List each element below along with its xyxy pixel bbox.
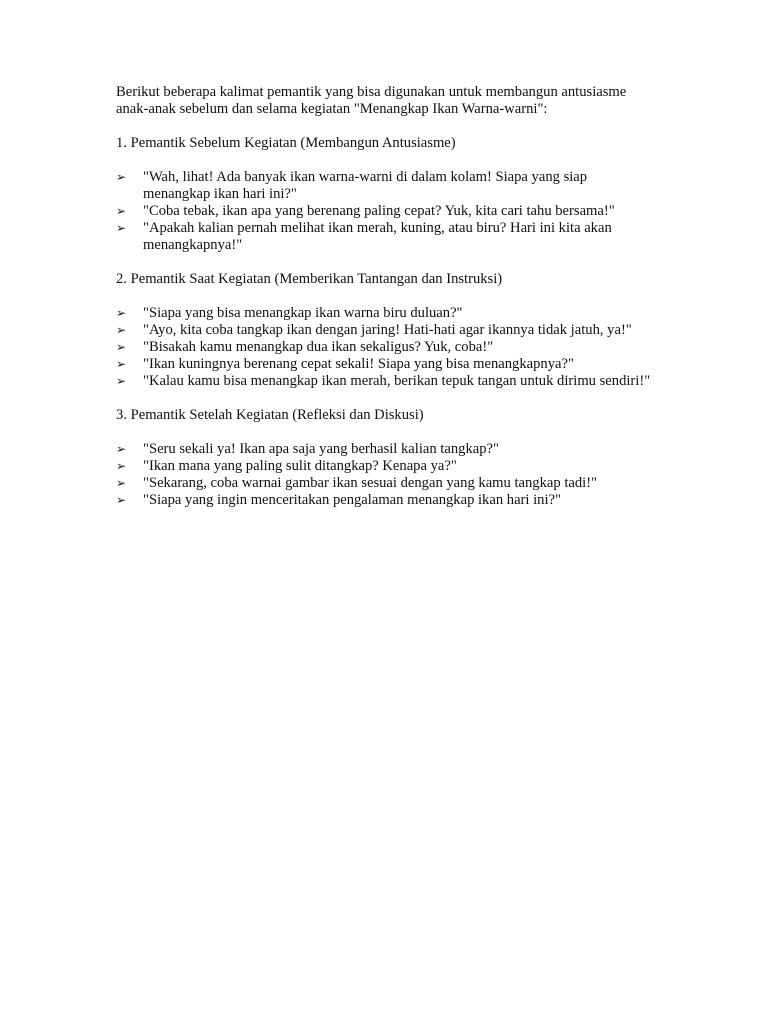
arrow-bullet-icon: ➢ [116,374,127,388]
list-item [116,203,656,220]
list-item [116,475,656,492]
arrow-bullet-icon: ➢ [116,476,127,490]
arrow-bullet-icon: ➢ [116,306,127,320]
list-item [116,305,656,322]
list-item-text: "Wah, lihat! Ada banyak ikan warna-warni di dalam kolam! Siapa yang siap menangkap ikan hari ini?" [143,169,588,202]
bullet-list [116,305,656,390]
arrow-bullet-icon: ➢ [116,170,127,184]
section-title: 3. Pemantik Setelah Kegiatan (Refleksi dan Diskusi) [116,407,424,423]
list-item-text: "Seru sekali ya! Ikan apa saja yang berhasil kalian tangkap?" [143,441,499,457]
list-item [116,373,656,390]
bullet-list [116,441,656,509]
section-title: 1. Pemantik Sebelum Kegiatan (Membangun Antusiasme) [116,135,456,151]
arrow-bullet-icon: ➢ [116,323,127,337]
list-item [116,169,656,203]
bullet-list [116,169,656,254]
arrow-bullet-icon: ➢ [116,204,127,218]
intro-paragraph: Berikut beberapa kalimat pemantik yang bisa digunakan untuk membangun antusiasme anak-anak sebelum dan selama kegiatan "Menangkap Ikan Warna-warni": [116,84,627,117]
list-item-text: "Ikan mana yang paling sulit ditangkap? Kenapa ya?" [143,458,457,474]
list-item-text: "Apakah kalian pernah melihat ikan merah, kuning, atau biru? Hari ini kita akan menangkapnya!" [143,220,612,253]
list-item-text: "Sekarang, coba warnai gambar ikan sesuai dengan yang kamu tangkap tadi!" [143,475,598,491]
arrow-bullet-icon: ➢ [116,493,127,507]
arrow-bullet-icon: ➢ [116,459,127,473]
list-item [116,220,656,254]
list-item-text: "Ikan kuningnya berenang cepat sekali! Siapa yang bisa menangkapnya?" [143,356,574,372]
list-item [116,322,656,339]
section-title: 2. Pemantik Saat Kegiatan (Memberikan Tantangan dan Instruksi) [116,271,503,287]
list-item-text: "Siapa yang bisa menangkap ikan warna biru duluan?" [143,305,463,321]
list-item-text: "Kalau kamu bisa menangkap ikan merah, berikan tepuk tangan untuk dirimu sendiri!" [143,373,651,389]
arrow-bullet-icon: ➢ [116,340,127,354]
list-item [116,339,656,356]
list-item-text: "Bisakah kamu menangkap dua ikan sekaligus? Yuk, coba!" [143,339,494,355]
arrow-bullet-icon: ➢ [116,221,127,235]
document-body [116,84,656,526]
arrow-bullet-icon: ➢ [116,357,127,371]
list-item-text: "Ayo, kita coba tangkap ikan dengan jaring! Hati-hati agar ikannya tidak jatuh, ya!" [143,322,632,338]
list-item-text: "Siapa yang ingin menceritakan pengalaman menangkap ikan hari ini?" [143,492,561,508]
list-item [116,356,656,373]
list-item [116,441,656,458]
list-item [116,458,656,475]
list-item-text: "Coba tebak, ikan apa yang berenang paling cepat? Yuk, kita cari tahu bersama!" [143,203,615,219]
arrow-bullet-icon: ➢ [116,442,127,456]
list-item [116,492,656,509]
